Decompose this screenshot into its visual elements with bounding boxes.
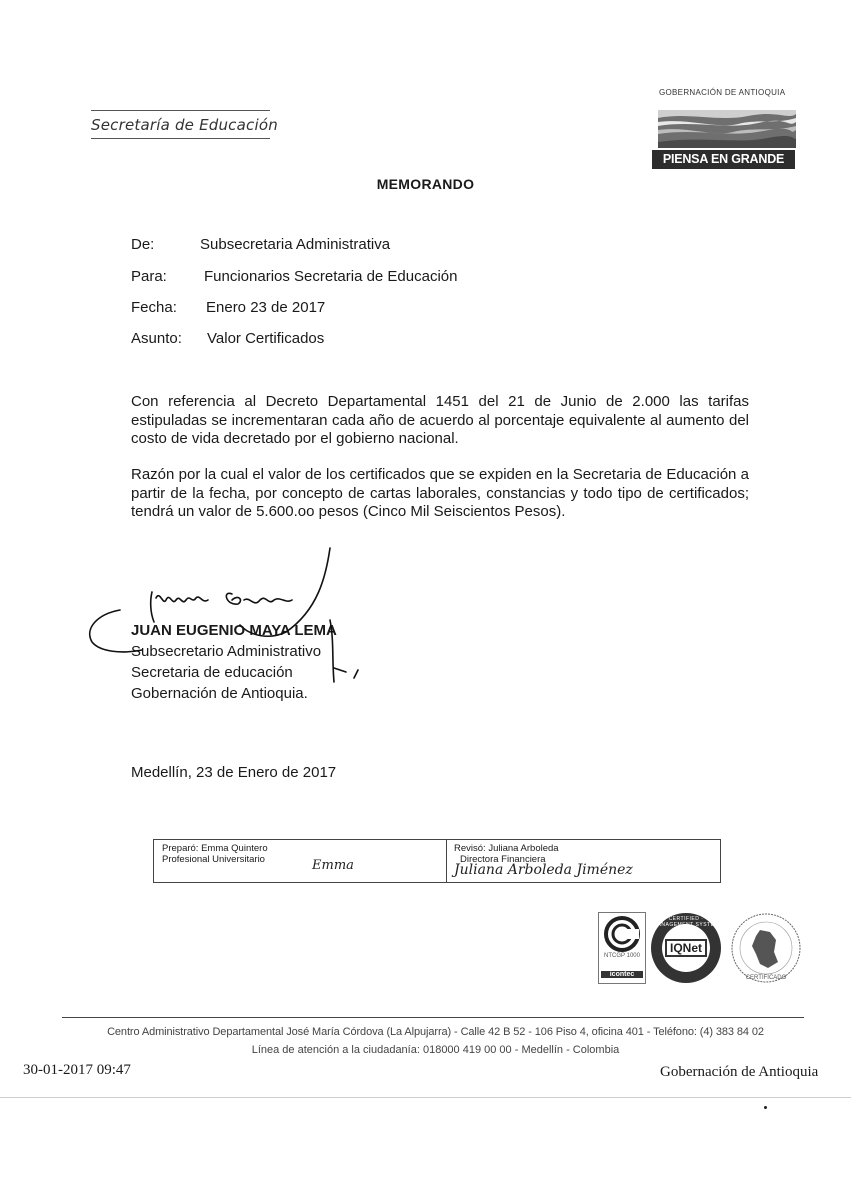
reviewed-title: Directora Financiera [460,854,546,865]
signatory-name: JUAN EUGENIO MAYA LEMA [131,622,337,639]
reviewed-by: Revisó: Juliana Arboleda [454,843,559,854]
from-value: Subsecretaria Administrativa [200,236,391,253]
from-label: De: [131,236,155,253]
memo-title: MEMORANDO [376,176,475,192]
to-value: Funcionarios Secretaria de Educación [204,268,458,285]
cert2-ring: CERTIFIED · MANAGEMENT SYSTEM [652,916,720,928]
prepared-signature: Emma [312,858,354,873]
fax-datetime: 30-01-2017 09:47 [23,1062,131,1078]
signatory-entity: Gobernación de Antioquia. [131,685,308,702]
body-paragraph-2: Razón por la cual el valor de los certificados que se expiden en la Secretaria de Educación a partir de la fecha, por concepto de cartas laborales, constancias y todo tipo de certificados; tendrá un valor de 5.600.oo pesos (Cinco Mil Seiscientos Pesos). [131,466,749,520]
signatory-role: Subsecretario Administrativo [131,643,322,660]
body-paragraph-1: Con referencia al Decreto Departamental 1451 del 21 de Junio de 2.000 las tarifas estipuladas se incrementaran cada año de acuerdo al porcentaje equivalente al aumento del costo de vida decretado por el gobierno nacional. [131,393,749,447]
reviewed-signature: Juliana Arboleda Jiménez [454,862,633,878]
department-name: Secretaría de Educación [91,116,278,134]
colombia-cert-icon [730,912,802,984]
prepared-by: Preparó: Emma Quintero [162,843,268,854]
fax-rule [0,1097,851,1098]
fax-entity: Gobernación de Antioquia [660,1064,819,1080]
review-box [153,839,721,883]
footer-rule [62,1017,804,1018]
iqnet-cert-icon [650,912,722,984]
gobernacion-label: GOBERNACIÓN DE ANTIOQUIA [659,88,786,97]
date-label: Fecha: [131,299,177,316]
place-date: Medellín, 23 de Enero de 2017 [131,764,337,781]
gobernacion-logo-icon [658,110,796,148]
footer-phone-line: Línea de atención a la ciudadanía: 018000 419 00 00 - Medellín - Colombia [251,1044,620,1056]
footer-address: Centro Administrativo Departamental José María Córdova (La Alpujarra) - Calle 42 B 52 - 106 Piso 4, oficina 401 - Teléfono: (4) 383 84 02 [107,1026,764,1038]
date-value: Enero 23 de 2017 [206,299,326,316]
cert1-text: NTCGP 1000 [604,953,640,959]
letterhead-rule-bottom [91,138,270,139]
letterhead-rule-top [91,110,270,111]
cert3-text: CERTIFICADO [745,975,787,981]
review-box-divider [446,840,447,882]
cert1-brand: icontec [601,971,643,978]
icontec-cert-icon [598,912,646,984]
slogan-banner: PIENSA EN GRANDE [652,150,795,169]
speck-mark [764,1106,767,1109]
prepared-title: Profesional Universitario [162,854,265,865]
subject-value: Valor Certificados [207,330,325,347]
subject-label: Asunto: [131,330,182,347]
signatory-office: Secretaria de educación [131,664,293,681]
to-label: Para: [131,268,167,285]
cert2-text: IQNet [669,941,702,955]
